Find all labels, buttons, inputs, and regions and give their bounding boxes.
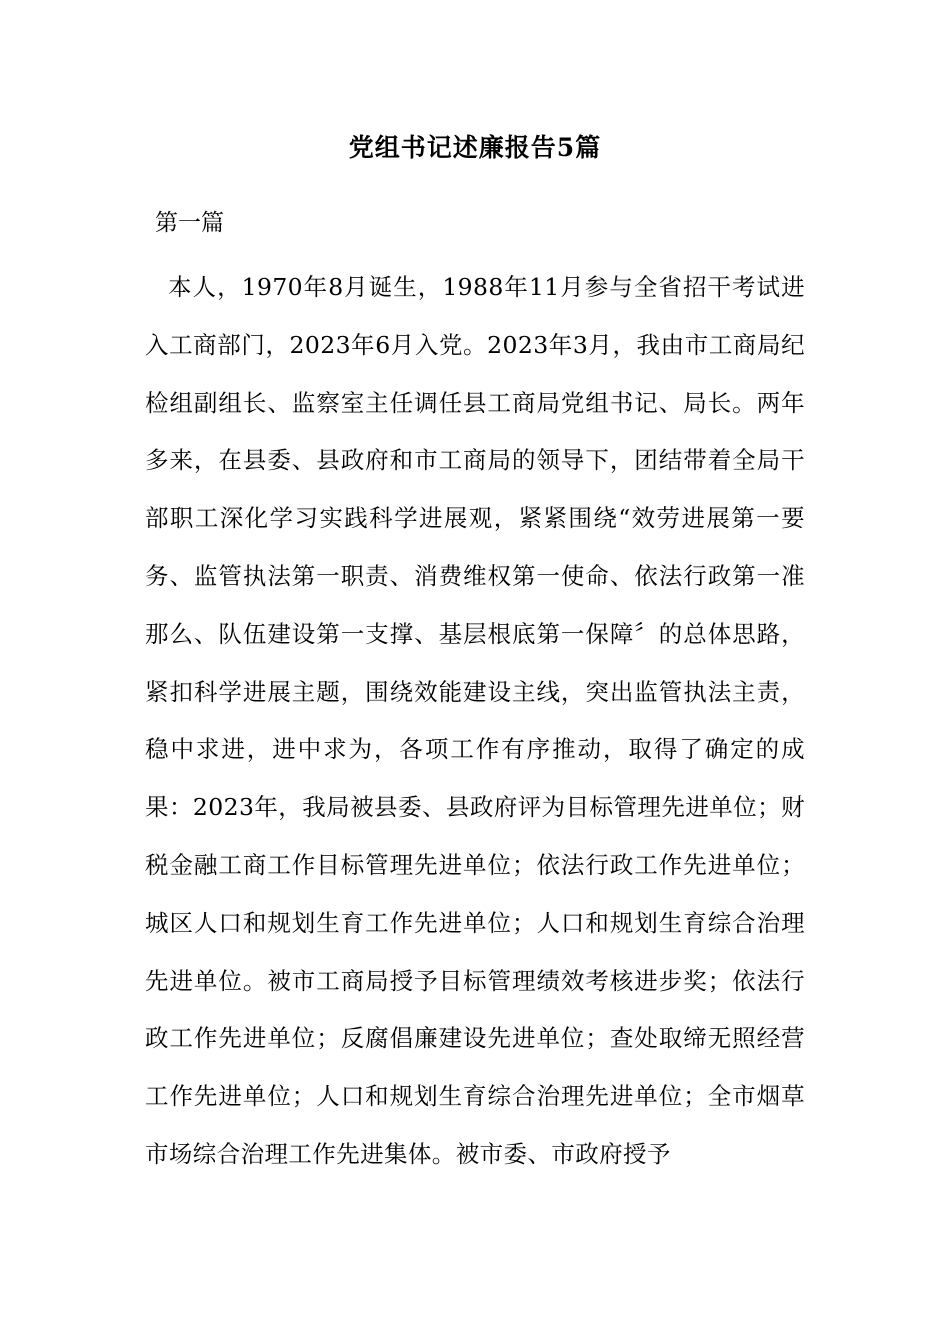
document-title: 党组书记述廉报告5篇 bbox=[348, 133, 602, 162]
section-heading: 第一篇 bbox=[155, 210, 224, 236]
body-paragraph: 本人，1970年8月诞生，1988年11月参与全省招干考试进入工商部门，2023年6月入党。2023年3月，我由市工商局纪检组副组长、监察室主任调任县工商局党组书记、局长。两年多来，在县委、县政府和市工商局的领导下，团结带着全局干部职工深化学习实践科学进展观，紧紧围绕“效劳进展第一要务、监管执法第一职责、消费维权第一使命、依法行政第一准那么、队伍建设第一支撑、基层根底第一保障〞的总体思路，紧扣科学进展主题，围绕效能建设主线，突出监管执法主责，稳中求进，进中求为，各项工作有序推动，取得了确定的成果：2023年，我局被县委、县政府评为目标管理先进单位；财税金融工商工作目标管理先进单位；依法行政工作先进单位；城区人口和规划生育工作先进单位；人口和规划生育综合治理先进单位。被市工商局授予目标管理绩效考核进步奖；依法行政工作先进单位；反腐倡廉建设先进单位；查处取缔无照经营工作先进单位；人口和规划生育综合治理先进单位；全市烟草市场综合治理工作先进集体。被市委、市政府授予 bbox=[145, 273, 805, 1168]
